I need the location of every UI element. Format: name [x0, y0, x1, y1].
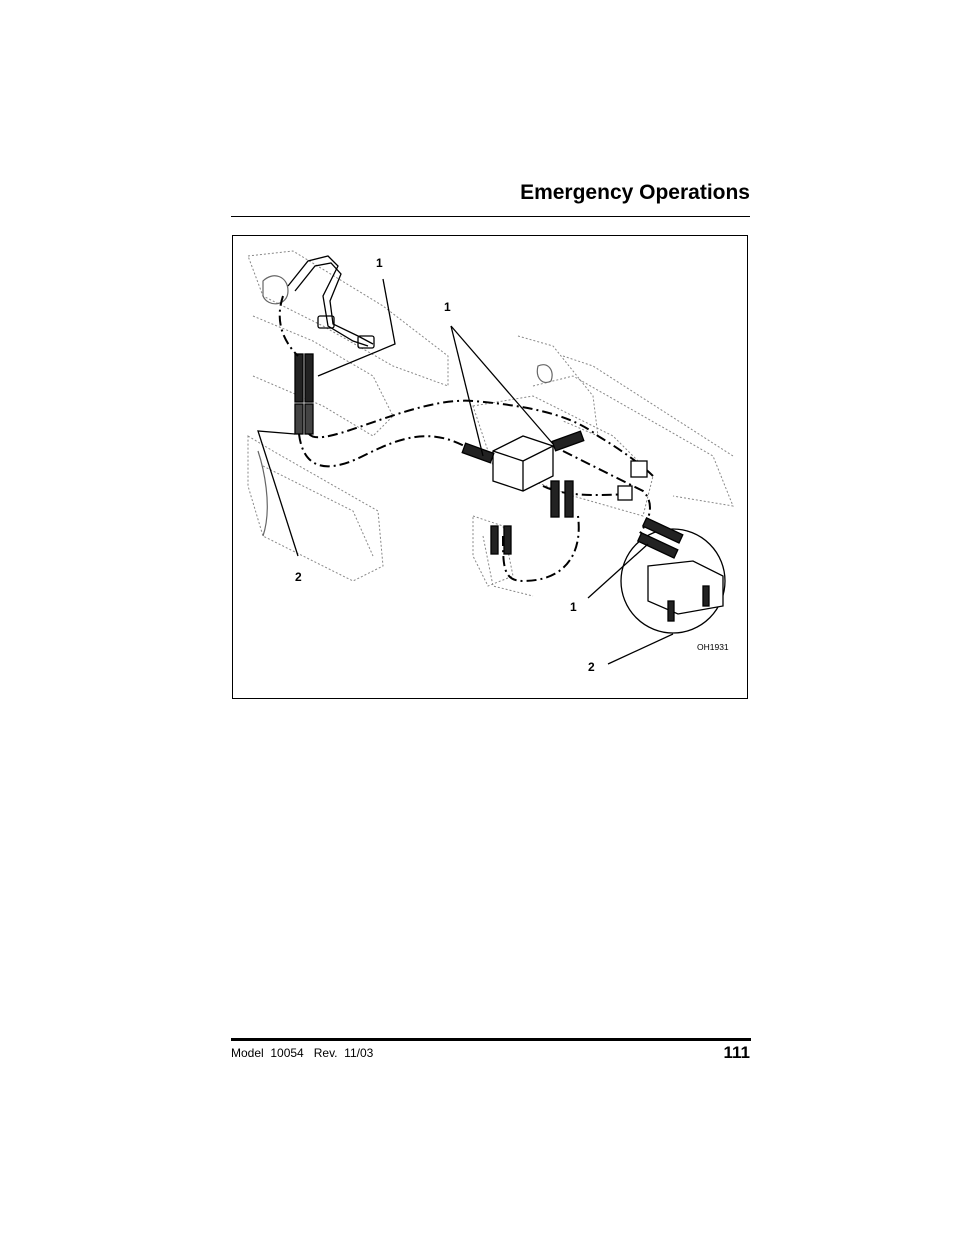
header-rule — [231, 216, 750, 217]
callout-2-bottom: 2 — [588, 660, 595, 674]
figure-code: OH1931 — [697, 642, 729, 652]
footer-model-revision: Model 10054 Rev. 11/03 — [231, 1046, 374, 1060]
footer-rule — [231, 1038, 751, 1041]
callout-1-center: 1 — [444, 300, 451, 314]
page-number: 111 — [723, 1043, 750, 1062]
callout-1-bottom: 1 — [570, 600, 577, 614]
hose-diagram-drawing — [233, 236, 749, 700]
hydraulic-hose-illustration — [232, 235, 748, 699]
callout-1-top-left: 1 — [376, 256, 383, 270]
page-title: Emergency Operations — [520, 181, 750, 204]
callout-2-left: 2 — [295, 570, 302, 584]
